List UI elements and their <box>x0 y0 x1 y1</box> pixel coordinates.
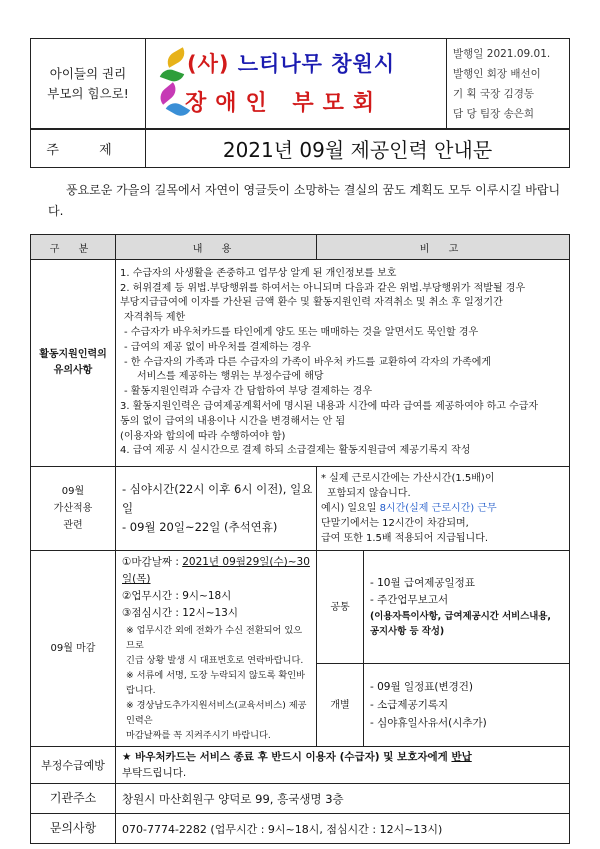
individual-item: - 09월 일정표(변경건) <box>370 681 474 694</box>
caution-line: 동의 없이 급여의 내용이나 시간을 변경해서는 안 됨 <box>120 415 346 427</box>
address-label: 기관주소 <box>31 784 116 814</box>
publish-date: 발행일 2021.09.01. <box>453 48 551 60</box>
common-item: - 주간업무보고서 <box>370 594 449 607</box>
org-prefix: (사) <box>187 52 230 76</box>
org-logo <box>147 40 445 128</box>
common-label: 공통 <box>317 551 364 664</box>
planner: 기 획 국장 김경동 <box>453 88 535 100</box>
leaf-icon <box>164 47 189 68</box>
header-remarks: 비 고 <box>317 235 570 260</box>
fraud-text-return: 반납 <box>451 751 472 763</box>
caution-line: (이용자와 합의에 따라 수행하여야 함) <box>120 430 286 442</box>
subject-label: 주 제 <box>31 129 146 168</box>
intro-text: 풍요로운 가을의 길목에서 자연이 영글듯이 소망하는 결실의 꿈도 계획도 모두 이루시길 바랍니다. <box>48 183 561 218</box>
deadline-date-label: ①마감날짜 : <box>122 556 183 568</box>
overtime-note-line <box>321 501 565 516</box>
deadline-content <box>116 551 317 747</box>
overtime-label-line-1: 09월 <box>61 486 85 497</box>
header-content: 내 용 <box>116 235 317 260</box>
main-table <box>30 234 570 844</box>
individual-label: 개별 <box>317 664 364 747</box>
slogan-line-2: 부모의 힘으로! <box>47 86 129 101</box>
contact-value: 070-7774-2282 (업무시간 : 9시~18시, 점심시간 : 12시~13시) <box>116 814 570 844</box>
caution-line: 3. 활동지원인력은 급여제공계획서에 명시된 내용과 시간에 따라 급여를 제공하여야 하고 수급자 <box>120 400 539 412</box>
deadline-lunch: ③점심시간 : 12시~13시 <box>122 607 239 619</box>
caution-line: - 급여의 제공 없이 바우처를 결제하는 경우 <box>124 341 311 353</box>
slogan-line-1: 아이들의 권리 <box>49 66 127 81</box>
caution-line: - 한 수급자의 가족과 다른 수급자의 가족이 바우처 카드를 교환하여 각자의 가족에게 <box>124 356 492 368</box>
overtime-note <box>317 467 570 551</box>
overtime-content <box>116 467 317 551</box>
deadline-note: ※ 서류에 서명, 도장 누락되지 않도록 확인바랍니다. <box>126 670 306 696</box>
overtime-item: - 심야시간(22시 이후 6시 이전), 일요일 <box>122 482 313 515</box>
caution-line: 자격취득 제한 <box>124 312 186 324</box>
deadline-note: ※ 경상남도추가지원서비스(교육서비스) 제공인력은 <box>126 700 307 726</box>
caution-line: - 수급자가 바우처카드를 타인에게 양도 또는 매매하는 것을 알면서도 묵인할 경우 <box>124 327 479 338</box>
publisher: 발행인 회장 배선이 <box>453 68 541 80</box>
publish-info <box>447 39 570 130</box>
fraud-content <box>116 747 570 784</box>
individual-content <box>364 664 570 747</box>
common-content <box>364 551 570 664</box>
contact-label: 문의사항 <box>31 814 116 844</box>
caution-content <box>116 260 570 467</box>
address-value: 창원시 마산회원구 양덕로 99, 흥국생명 3층 <box>116 784 570 814</box>
common-note: (이용자특이사항, 급여제공시간 서비스내용, 공지사항 등 작성) <box>370 611 551 638</box>
overtime-note-example: 예시) 일요일 <box>321 503 380 514</box>
overtime-note-highlight: 8시간(실제 근로시간) 근무 <box>379 503 497 514</box>
deadline-date-value: 2021년 09월29일(수)~30일(목) <box>122 556 310 585</box>
deadline-hours: ②업무시간 : 9시~18시 <box>122 590 232 602</box>
fraud-label: 부정수급예방 <box>31 747 116 784</box>
overtime-label-line-2: 가산적용 <box>53 503 93 514</box>
org-name-line-2: 장애인 부모회 <box>185 91 384 116</box>
deadline-note: ※ 업무시간 외에 전화가 수신 전환되어 있으므로 <box>126 625 303 651</box>
caution-line: 1. 수급자의 사생활을 존중하고 업무상 알게 된 개인정보를 보호 <box>120 267 397 279</box>
header-table <box>30 38 570 130</box>
caution-line: 2. 허위결제 등 위법.부당행위를 하여서는 아니되며 다음과 같은 위법.부당행위가 적발될 경우 <box>120 282 526 294</box>
common-item: - 10월 급여제공일정표 <box>370 577 475 590</box>
caution-label-line-1: 활동지원인력의 <box>39 349 107 360</box>
individual-item: - 심야휴일사유서(시추가) <box>370 717 487 730</box>
overtime-label <box>31 467 116 551</box>
overtime-note-line: 포함되지 않습니다. <box>327 488 411 499</box>
slogan <box>31 39 146 130</box>
fraud-text-main: ★ 바우처카드는 서비스 종료 후 반드시 이용자 (수급자) 및 보호자에게 <box>122 751 452 763</box>
overtime-item: - 09월 20일~22일 (추석연휴) <box>122 520 278 534</box>
caution-line: 서비스를 제공하는 행위는 부정수급에 해당 <box>137 371 324 383</box>
caution-label <box>31 260 116 467</box>
deadline-notes <box>122 623 310 743</box>
deadline-note: 마감날짜를 꼭 지켜주시기 바랍니다. <box>126 730 271 741</box>
org-name-line-1 <box>187 48 395 78</box>
leaf-icon <box>156 82 180 105</box>
subject-table <box>30 128 570 168</box>
fraud-text <box>122 749 563 765</box>
org-logo-cell <box>146 39 447 130</box>
deadline-date <box>122 554 310 588</box>
overtime-note-line: 급여 또한 1.5배 적용되어 지급됩니다. <box>321 533 489 544</box>
org-name: 느티나무 창원시 <box>237 52 396 76</box>
manager: 담 당 팀장 송은희 <box>453 108 535 120</box>
fraud-text-line-2: 부탁드립니다. <box>122 767 187 779</box>
caution-line: 부당지급급여에 이자를 가산된 금액 환수 및 활동지원인력 자격취소 및 취소 후 일정기간 <box>120 297 503 309</box>
overtime-note-line: * 실제 근로시간에는 가산시간(1.5배)이 <box>321 473 495 484</box>
header-category: 구 분 <box>31 235 116 260</box>
deadline-note: 긴급 상황 발생 시 대표번호로 연락바랍니다. <box>126 655 304 666</box>
individual-item: - 소급제공기록지 <box>370 699 449 712</box>
caution-line: 4. 급여 제공 시 실시간으로 결제 하되 소급결제는 활동지원급여 제공기록지 작성 <box>120 445 471 457</box>
caution-line: - 활동지원인력과 수급자 간 담합하여 부당 결제하는 경우 <box>124 386 373 398</box>
deadline-label: 09월 마감 <box>31 551 116 747</box>
subject-title: 2021년 09월 제공인력 안내문 <box>146 129 570 168</box>
caution-label-line-2: 유의사항 <box>53 365 93 376</box>
overtime-note-line: 단말기에서는 12시간이 차감되며, <box>321 518 469 529</box>
overtime-label-line-3: 관련 <box>63 520 83 531</box>
